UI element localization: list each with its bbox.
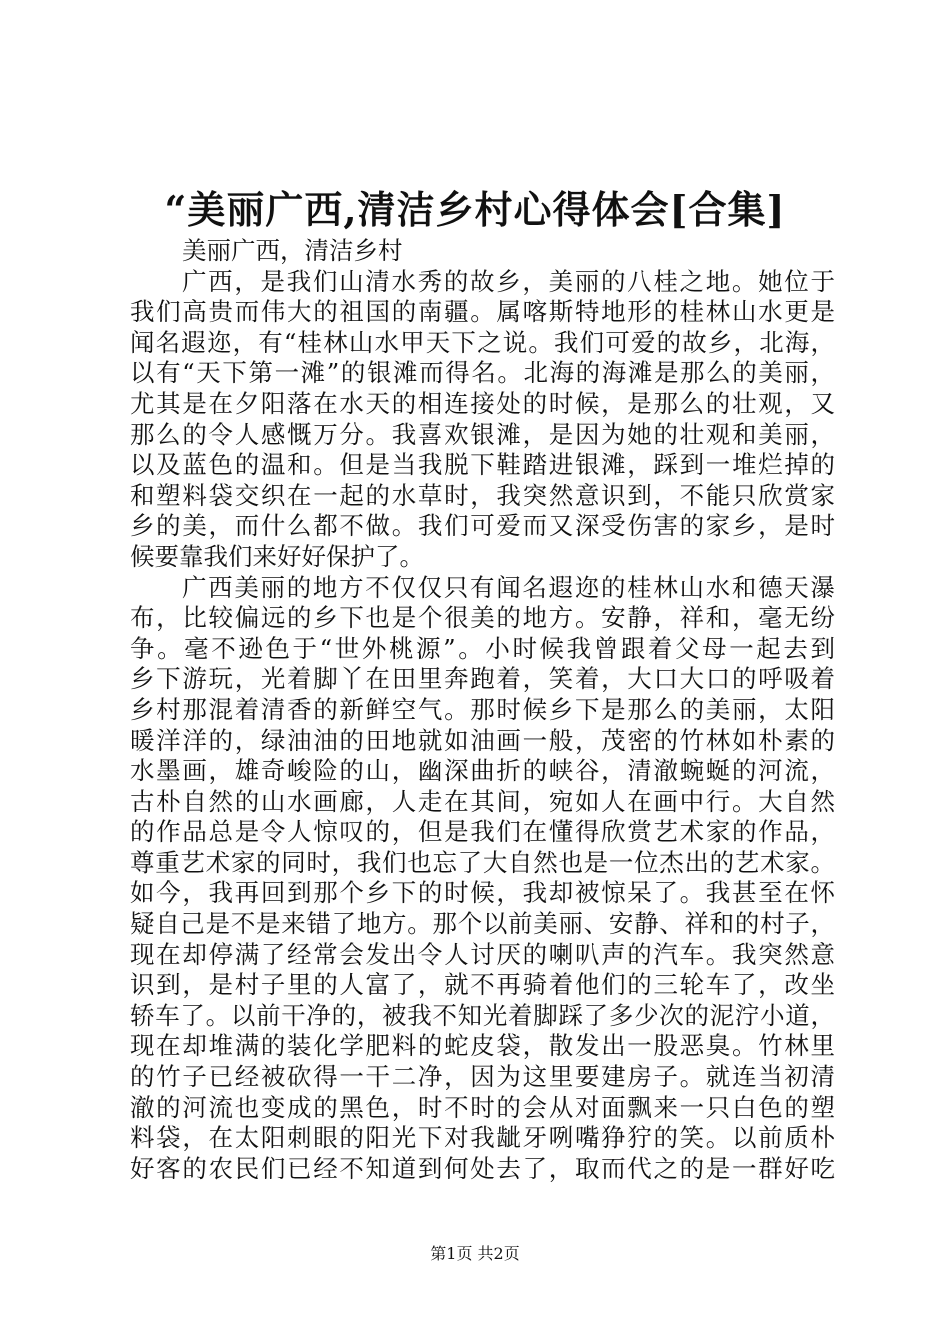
text-line: 闻名遐迩，有“桂林山水甲天下之说。我们可爱的故乡，北海，: [130, 327, 835, 357]
text-line: 候要靠我们来好好保护了。: [130, 541, 424, 571]
text-line: 尊重艺术家的同时，我们也忘了大自然也是一位杰出的艺术家。: [130, 847, 835, 877]
document-body: [130, 236, 835, 1184]
text-line: 暖洋洋的，绿油油的田地就如油画一般，茂密的竹林如朴素的: [130, 725, 835, 755]
text-line: 的作品总是令人惊叹的，但是我们在懂得欣赏艺术家的作品，: [130, 817, 835, 847]
text-line: 广西，是我们山清水秀的故乡，美丽的八桂之地。她位于: [182, 266, 835, 296]
text-line: 乡村那混着清香的新鲜空气。那时候乡下是那么的美丽，太阳: [130, 694, 835, 724]
text-line: 的竹子已经被砍得一干二净，因为这里要建房子。就连当初清: [130, 1062, 835, 1092]
text-line: 好客的农民们已经不知道到何处去了，取而代之的是一群好吃: [130, 1153, 835, 1183]
text-line: 那么的令人感慨万分。我喜欢银滩，是因为她的壮观和美丽，: [130, 419, 835, 449]
text-line: 水墨画，雄奇峻险的山，幽深曲折的峡谷，清澈蜿蜒的河流，: [130, 756, 835, 786]
text-line: 争。毫不逊色于“世外桃源”。小时候我曾跟着父母一起去到: [130, 633, 835, 663]
text-line: 布，比较偏远的乡下也是个很美的地方。安静，祥和，毫无纷: [130, 603, 835, 633]
text-line: 如今，我再回到那个乡下的时候，我却被惊呆了。我甚至在怀: [130, 878, 835, 908]
document-title: “美丽广西,清洁乡村心得体会[合集]: [164, 187, 786, 232]
text-line: 美丽广西，清洁乡村: [182, 236, 403, 265]
text-line: 轿车了。以前干净的，被我不知光着脚踩了多少次的泥泞小道，: [130, 1000, 835, 1030]
text-line: 乡下游玩，光着脚丫在田里奔跑着，笑着，大口大口的呼吸着: [130, 664, 835, 694]
text-line: 我们高贵而伟大的祖国的南疆。属喀斯特地形的桂林山水更是: [130, 297, 835, 327]
text-line: 现在却堆满的装化学肥料的蛇皮袋，散发出一股恶臭。竹林里: [130, 1031, 835, 1061]
text-line: 料袋，在太阳刺眼的阳光下对我龇牙咧嘴狰狞的笑。以前质朴: [130, 1123, 835, 1153]
text-line: 澈的河流也变成的黑色，时不时的会从对面飘来一只白色的塑: [130, 1092, 835, 1122]
text-line: 以有“天下第一滩”的银滩而得名。北海的海滩是那么的美丽，: [130, 358, 835, 388]
text-line: 和塑料袋交织在一起的水草时，我突然意识到，不能只欣赏家: [130, 480, 835, 510]
text-line: 古朴自然的山水画廊，人走在其间，宛如人在画中行。大自然: [130, 786, 835, 816]
text-line: 尤其是在夕阳落在水天的相连接处的时候，是那么的壮观，又: [130, 388, 835, 418]
text-line: 以及蓝色的温和。但是当我脱下鞋踏进银滩，踩到一堆烂掉的: [130, 450, 835, 480]
text-line: 识到，是村子里的人富了，就不再骑着他们的三轮车了，改坐: [130, 970, 835, 1000]
page-footer: 第1页 共2页: [430, 1244, 520, 1263]
text-line: 现在却停满了经常会发出令人讨厌的喇叭声的汽车。我突然意: [130, 939, 835, 969]
text-line: 疑自己是不是来错了地方。那个以前美丽、安静、祥和的村子，: [130, 909, 835, 939]
text-line: 乡的美，而什么都不做。我们可爱而又深受伤害的家乡，是时: [130, 511, 835, 541]
text-line: 广西美丽的地方不仅仅只有闻名遐迩的桂林山水和德天瀑: [182, 572, 835, 602]
